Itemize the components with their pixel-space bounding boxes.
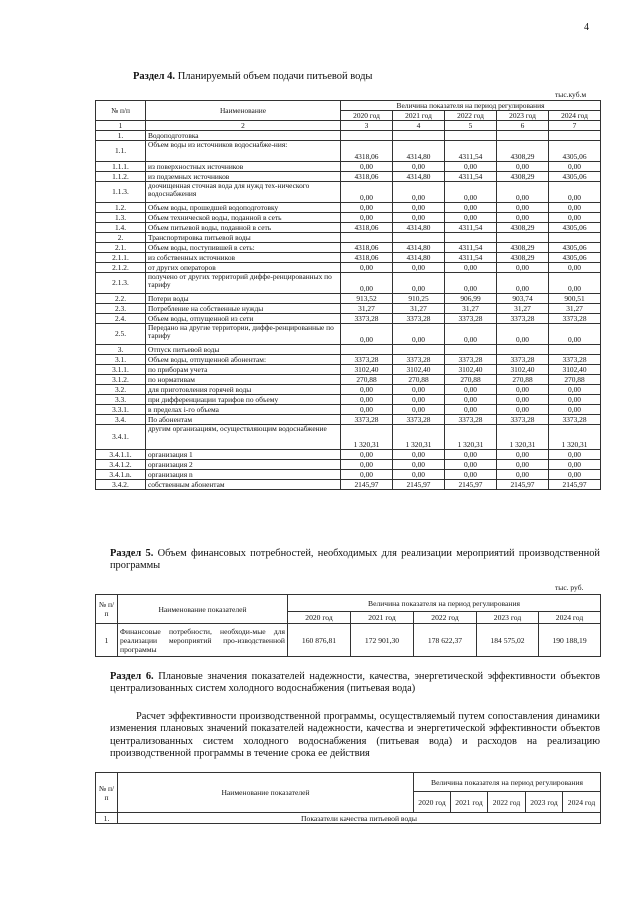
row-value: 178 622,37	[414, 624, 477, 657]
row-value: 4305,06	[549, 243, 601, 253]
header-name: Наименование показателей	[118, 773, 414, 813]
row-num: 3.3.	[96, 395, 146, 405]
row-name: доочищенная сточная вода для нужд тех-нического водоснабжения	[146, 182, 341, 203]
row-value: 0,00	[445, 203, 497, 213]
row-value: 0,00	[445, 162, 497, 172]
row-value: 0,00	[497, 273, 549, 294]
header-year: 2022 год	[414, 612, 477, 624]
row-name: Объем воды из источников водоснабже-ния:	[146, 141, 341, 162]
header-index: 3	[341, 121, 393, 131]
row-num: 3.1.2.	[96, 375, 146, 385]
row-name: Объем технической воды, поданной в сеть	[146, 213, 341, 223]
row-value: 0,00	[341, 470, 393, 480]
row-value: 4308,29	[497, 223, 549, 233]
row-value: 0,00	[341, 263, 393, 273]
row-num: 3.2.	[96, 385, 146, 395]
row-name: Объем воды, прошедшей водоподготовку	[146, 203, 341, 213]
row-value: 4308,29	[497, 172, 549, 182]
header-year: 2023 год	[497, 111, 549, 121]
row-name: организация 1	[146, 450, 341, 460]
row-name: при дифференциации тарифов по объему	[146, 395, 341, 405]
row-value: 4311,54	[445, 243, 497, 253]
table-row	[96, 324, 601, 345]
header-year: 2021 год	[351, 612, 414, 624]
header-index: 4	[393, 121, 445, 131]
table-row	[96, 182, 601, 203]
table-row	[96, 480, 601, 490]
row-value: 0,00	[549, 460, 601, 470]
row-value: 270,88	[497, 375, 549, 385]
section5-title-bold: Раздел 5.	[110, 548, 154, 559]
row-value: 0,00	[497, 470, 549, 480]
section6-title	[110, 671, 600, 696]
table-row	[96, 450, 601, 460]
row-num: 3.3.1.	[96, 405, 146, 415]
row-name: Потери воды	[146, 294, 341, 304]
header-num: № п/п	[96, 773, 118, 813]
table-row	[96, 460, 601, 470]
table-row	[96, 395, 601, 405]
header-year: 2021 год	[393, 111, 445, 121]
row-value: 4314,80	[393, 253, 445, 263]
row-num: 1.3.	[96, 213, 146, 223]
row-value: 0,00	[497, 162, 549, 172]
header-index: 1	[96, 121, 146, 131]
header-name: Наименование показателей	[118, 595, 288, 624]
row-value: 31,27	[341, 304, 393, 314]
row-num: 1.	[96, 131, 146, 141]
table-row	[96, 375, 601, 385]
row-num: 2.3.	[96, 304, 146, 314]
row-value: 4305,06	[549, 253, 601, 263]
table-row	[96, 162, 601, 172]
row-value: 4305,06	[549, 223, 601, 233]
row-value: 2145,97	[497, 480, 549, 490]
section4-table	[95, 100, 601, 490]
row-value: 3102,40	[393, 365, 445, 375]
row-name: По абонентам	[146, 415, 341, 425]
row-value: 0,00	[341, 324, 393, 345]
table-row	[96, 223, 601, 233]
row-value: 0,00	[549, 470, 601, 480]
row-value: 1 320,31	[497, 425, 549, 450]
row-num: 2.1.2.	[96, 263, 146, 273]
header-index: 7	[549, 121, 601, 131]
row-name: Финансовые потребности, необходи-мые для реализации мероприятий про-изводственной программы	[118, 624, 288, 657]
row-value: 0,00	[497, 405, 549, 415]
header-period: Величина показателя на период регулирования	[288, 595, 601, 612]
row-value: 0,00	[341, 460, 393, 470]
table-row	[96, 294, 601, 304]
header-index: 6	[497, 121, 549, 131]
row-value: 0,00	[497, 213, 549, 223]
row-value	[549, 345, 601, 355]
row-value: 0,00	[497, 182, 549, 203]
header-year: 2024 год	[549, 111, 601, 121]
row-value: 270,88	[393, 375, 445, 385]
row-value: 3373,28	[445, 314, 497, 324]
row-value: 2145,97	[393, 480, 445, 490]
table-row	[96, 425, 601, 450]
row-num: 3.4.1.1.	[96, 450, 146, 460]
row-value	[445, 233, 497, 243]
row-value: 3373,28	[445, 355, 497, 365]
row-value: 2145,97	[341, 480, 393, 490]
table-row	[96, 365, 601, 375]
row-value: 0,00	[497, 203, 549, 213]
row-value: 4311,54	[445, 253, 497, 263]
header-year: 2021 год	[451, 792, 488, 813]
table-row	[96, 131, 601, 141]
row-value: 3373,28	[341, 314, 393, 324]
row-value: 4311,54	[445, 172, 497, 182]
header-year: 2020 год	[414, 792, 451, 813]
row-value: 0,00	[393, 405, 445, 415]
row-name: в пределах i-го объема	[146, 405, 341, 415]
row-value: 910,25	[393, 294, 445, 304]
row-value	[445, 345, 497, 355]
row-num: 1.1.	[96, 141, 146, 162]
header-num: № п/п	[96, 101, 146, 121]
row-value: 0,00	[393, 182, 445, 203]
row-value: 4318,06	[341, 243, 393, 253]
row-value	[549, 131, 601, 141]
row-value: 0,00	[549, 213, 601, 223]
row-value: 1 320,31	[445, 425, 497, 450]
row-num: 1.4.	[96, 223, 146, 233]
row-value: 4318,06	[341, 141, 393, 162]
row-value: 0,00	[341, 273, 393, 294]
row-value: 1 320,31	[393, 425, 445, 450]
row-value: 0,00	[445, 324, 497, 345]
row-value: 913,52	[341, 294, 393, 304]
row-name: получено от других территорий диффе-ренцированных по тарифу	[146, 273, 341, 294]
header-year: 2023 год	[526, 792, 563, 813]
row-value: 270,88	[341, 375, 393, 385]
row-num: 1.2.	[96, 203, 146, 213]
row-value: 0,00	[549, 263, 601, 273]
row-name: Передано на другие территории, диффе-ренцированные по тарифу	[146, 324, 341, 345]
row-value: 3102,40	[341, 365, 393, 375]
row-value: 0,00	[549, 203, 601, 213]
header-year: 2022 год	[445, 111, 497, 121]
row-name: по нормативам	[146, 375, 341, 385]
section5-title	[110, 548, 600, 573]
row-num: 1.1.2.	[96, 172, 146, 182]
row-value: 0,00	[549, 395, 601, 405]
table-row	[96, 141, 601, 162]
row-name: по приборам учета	[146, 365, 341, 375]
row-value: 0,00	[445, 263, 497, 273]
table-row	[96, 345, 601, 355]
row-value: 4314,80	[393, 243, 445, 253]
row-value: 3373,28	[549, 355, 601, 365]
section6-table	[95, 772, 601, 824]
table-row	[96, 263, 601, 273]
row-num: 3.4.	[96, 415, 146, 425]
row-value: 3373,28	[393, 355, 445, 365]
row-value: 4308,29	[497, 253, 549, 263]
row-value: 0,00	[549, 162, 601, 172]
header-period: Величина показателя на период регулирования	[414, 773, 601, 792]
row-value: 0,00	[445, 405, 497, 415]
row-value: 0,00	[393, 470, 445, 480]
row-value: 31,27	[445, 304, 497, 314]
header-year: 2020 год	[341, 111, 393, 121]
row-name: из собственных источников	[146, 253, 341, 263]
row-value: 160 876,81	[288, 624, 351, 657]
section4-title	[133, 71, 373, 82]
row-name: Водоподготовка	[146, 131, 341, 141]
row-num: 3.4.1.n.	[96, 470, 146, 480]
row-value: 0,00	[445, 273, 497, 294]
row-num: 3.1.1.	[96, 365, 146, 375]
header-year: 2024 год	[563, 792, 601, 813]
row-value: 4314,80	[393, 141, 445, 162]
section5-title-text: Объем финансовых потребностей, необходимых для реализации мероприятий производственной программы	[110, 548, 600, 572]
header-name: Наименование	[146, 101, 341, 121]
row-value: 3373,28	[549, 415, 601, 425]
row-value: 0,00	[393, 213, 445, 223]
row-section-title: Показатели качества питьевой воды	[118, 813, 601, 824]
row-num: 3.4.1.2.	[96, 460, 146, 470]
section5-units: тыс. руб.	[555, 583, 584, 592]
row-value: 3373,28	[393, 415, 445, 425]
row-value: 3373,28	[445, 415, 497, 425]
row-value: 0,00	[549, 405, 601, 415]
row-value: 3373,28	[341, 415, 393, 425]
section6-title-text: Плановые значения показателей надежности, качества, энергетической эффективности объектов централизованных систем холодного водоснабжения (питьевая вода)	[110, 671, 600, 695]
row-value: 1 320,31	[549, 425, 601, 450]
row-value: 0,00	[341, 162, 393, 172]
row-value: 0,00	[445, 182, 497, 203]
row-name: организация 2	[146, 460, 341, 470]
table-row	[96, 203, 601, 213]
row-value: 0,00	[393, 273, 445, 294]
row-name: из подземных источников	[146, 172, 341, 182]
row-value: 0,00	[393, 263, 445, 273]
row-num: 3.	[96, 345, 146, 355]
row-value	[497, 131, 549, 141]
row-value: 0,00	[497, 450, 549, 460]
row-value: 0,00	[549, 450, 601, 460]
section4-title-text: Планируемый объем подачи питьевой воды	[175, 71, 373, 82]
header-period: Величина показателя на период регулирования	[341, 101, 601, 111]
row-value: 4305,06	[549, 172, 601, 182]
row-value: 4314,80	[393, 223, 445, 233]
row-num: 2.1.1.	[96, 253, 146, 263]
row-value: 3373,28	[497, 355, 549, 365]
row-name: Объем воды, отпущенной из сети	[146, 314, 341, 324]
table-row	[96, 253, 601, 263]
row-value: 3373,28	[393, 314, 445, 324]
row-value: 3373,28	[497, 415, 549, 425]
row-name: Объем воды, поступившей в сеть:	[146, 243, 341, 253]
row-value: 172 901,30	[351, 624, 414, 657]
header-year: 2020 год	[288, 612, 351, 624]
table-row	[96, 243, 601, 253]
header-year: 2024 год	[539, 612, 601, 624]
row-value: 3102,40	[445, 365, 497, 375]
row-value	[341, 233, 393, 243]
row-value: 1 320,31	[341, 425, 393, 450]
row-value: 2145,97	[549, 480, 601, 490]
row-value	[393, 233, 445, 243]
row-value: 4318,06	[341, 253, 393, 263]
table-row	[96, 385, 601, 395]
header-year: 2023 год	[477, 612, 539, 624]
row-value: 0,00	[445, 450, 497, 460]
row-value: 0,00	[393, 395, 445, 405]
row-name: Объем питьевой воды, поданной в сеть	[146, 223, 341, 233]
row-name: из поверхностных источников	[146, 162, 341, 172]
table-row	[96, 213, 601, 223]
row-num: 3.4.1.	[96, 425, 146, 450]
row-value: 4318,06	[341, 223, 393, 233]
row-value: 2145,97	[445, 480, 497, 490]
row-value: 0,00	[393, 162, 445, 172]
header-index: 5	[445, 121, 497, 131]
row-value: 190 188,19	[539, 624, 601, 657]
row-value: 4318,06	[341, 172, 393, 182]
header-year: 2022 год	[488, 792, 526, 813]
row-value: 0,00	[341, 385, 393, 395]
row-value: 4311,54	[445, 141, 497, 162]
row-value: 0,00	[549, 324, 601, 345]
row-value: 0,00	[549, 273, 601, 294]
row-value	[445, 131, 497, 141]
row-value: 31,27	[549, 304, 601, 314]
row-num: 2.4.	[96, 314, 146, 324]
row-name: Потребление на собственные нужды	[146, 304, 341, 314]
row-value: 0,00	[341, 450, 393, 460]
row-value: 0,00	[445, 385, 497, 395]
row-value: 4308,29	[497, 243, 549, 253]
section6-paragraph: Расчет эффективности производственной программы, осуществляемый путем сопоставления динамики изменения плановых значений показателей надежности, качества и энергетической эффективности объектов централизованных систем холодного водоснабжения (питьевая вода) и расходов на реализацию производственной программы в течение срока ее действия	[110, 711, 600, 760]
section4-title-bold: Раздел 4.	[133, 71, 176, 82]
row-value: 0,00	[445, 470, 497, 480]
row-num: 2.	[96, 233, 146, 243]
row-value: 0,00	[341, 395, 393, 405]
row-value: 3102,40	[549, 365, 601, 375]
table-row	[96, 233, 601, 243]
row-num: 2.1.3.	[96, 273, 146, 294]
page-number: 4	[584, 22, 589, 33]
row-name: другим организациям, осуществляющим водоснабжение	[146, 425, 341, 450]
row-name: от других операторов	[146, 263, 341, 273]
row-value: 0,00	[549, 182, 601, 203]
row-value: 906,99	[445, 294, 497, 304]
row-value: 3373,28	[549, 314, 601, 324]
row-value: 0,00	[341, 405, 393, 415]
row-value: 3373,28	[341, 355, 393, 365]
row-value	[497, 345, 549, 355]
row-value: 4308,29	[497, 141, 549, 162]
row-value: 0,00	[497, 395, 549, 405]
row-num: 3.1.	[96, 355, 146, 365]
table-row	[96, 470, 601, 480]
table-row	[96, 172, 601, 182]
row-name: Транспортировка питьевой воды	[146, 233, 341, 243]
row-num: 1.1.3.	[96, 182, 146, 203]
section4-units: тыс.куб.м	[555, 90, 587, 99]
row-num: 2.5.	[96, 324, 146, 345]
header-index: 2	[146, 121, 341, 131]
row-name: для приготовления горячей воды	[146, 385, 341, 395]
table-row	[96, 314, 601, 324]
row-value	[393, 345, 445, 355]
row-value	[393, 131, 445, 141]
row-value	[341, 131, 393, 141]
row-name: организация n	[146, 470, 341, 480]
row-value	[549, 233, 601, 243]
table-row	[96, 355, 601, 365]
row-num: 2.2.	[96, 294, 146, 304]
row-value: 184 575,02	[477, 624, 539, 657]
row-num: 1.1.1.	[96, 162, 146, 172]
row-value: 0,00	[393, 385, 445, 395]
row-value: 3102,40	[497, 365, 549, 375]
row-value: 0,00	[549, 385, 601, 395]
row-value: 903,74	[497, 294, 549, 304]
table-row	[96, 273, 601, 294]
row-value: 0,00	[445, 395, 497, 405]
row-value: 0,00	[445, 460, 497, 470]
section5-table	[95, 594, 601, 657]
row-value: 0,00	[497, 460, 549, 470]
header-num: № п/п	[96, 595, 118, 624]
section6-title-bold: Раздел 6.	[110, 671, 154, 682]
row-num: 2.1.	[96, 243, 146, 253]
row-value: 270,88	[549, 375, 601, 385]
row-value: 0,00	[393, 324, 445, 345]
row-value: 0,00	[341, 213, 393, 223]
row-value	[497, 233, 549, 243]
row-value: 0,00	[497, 385, 549, 395]
row-value: 31,27	[497, 304, 549, 314]
row-name: собственным абонентам	[146, 480, 341, 490]
row-value: 0,00	[393, 450, 445, 460]
row-value: 900,51	[549, 294, 601, 304]
row-value: 3373,28	[497, 314, 549, 324]
row-value: 0,00	[341, 203, 393, 213]
section4-table-body	[96, 131, 601, 490]
row-name: Отпуск питьевой воды	[146, 345, 341, 355]
row-value: 4314,80	[393, 172, 445, 182]
row-value: 0,00	[393, 460, 445, 470]
row-num: 1	[96, 624, 118, 657]
row-num: 1.	[96, 813, 118, 824]
row-value: 0,00	[445, 213, 497, 223]
table-row	[96, 304, 601, 314]
table-row	[96, 415, 601, 425]
row-value: 4311,54	[445, 223, 497, 233]
row-name: Объем воды, отпущенной абонентам:	[146, 355, 341, 365]
row-num: 3.4.2.	[96, 480, 146, 490]
row-value: 4305,06	[549, 141, 601, 162]
table-row	[96, 405, 601, 415]
row-value: 0,00	[341, 182, 393, 203]
row-value: 0,00	[393, 203, 445, 213]
row-value	[341, 345, 393, 355]
row-value: 31,27	[393, 304, 445, 314]
row-value: 0,00	[497, 324, 549, 345]
row-value: 0,00	[497, 263, 549, 273]
row-value: 270,88	[445, 375, 497, 385]
